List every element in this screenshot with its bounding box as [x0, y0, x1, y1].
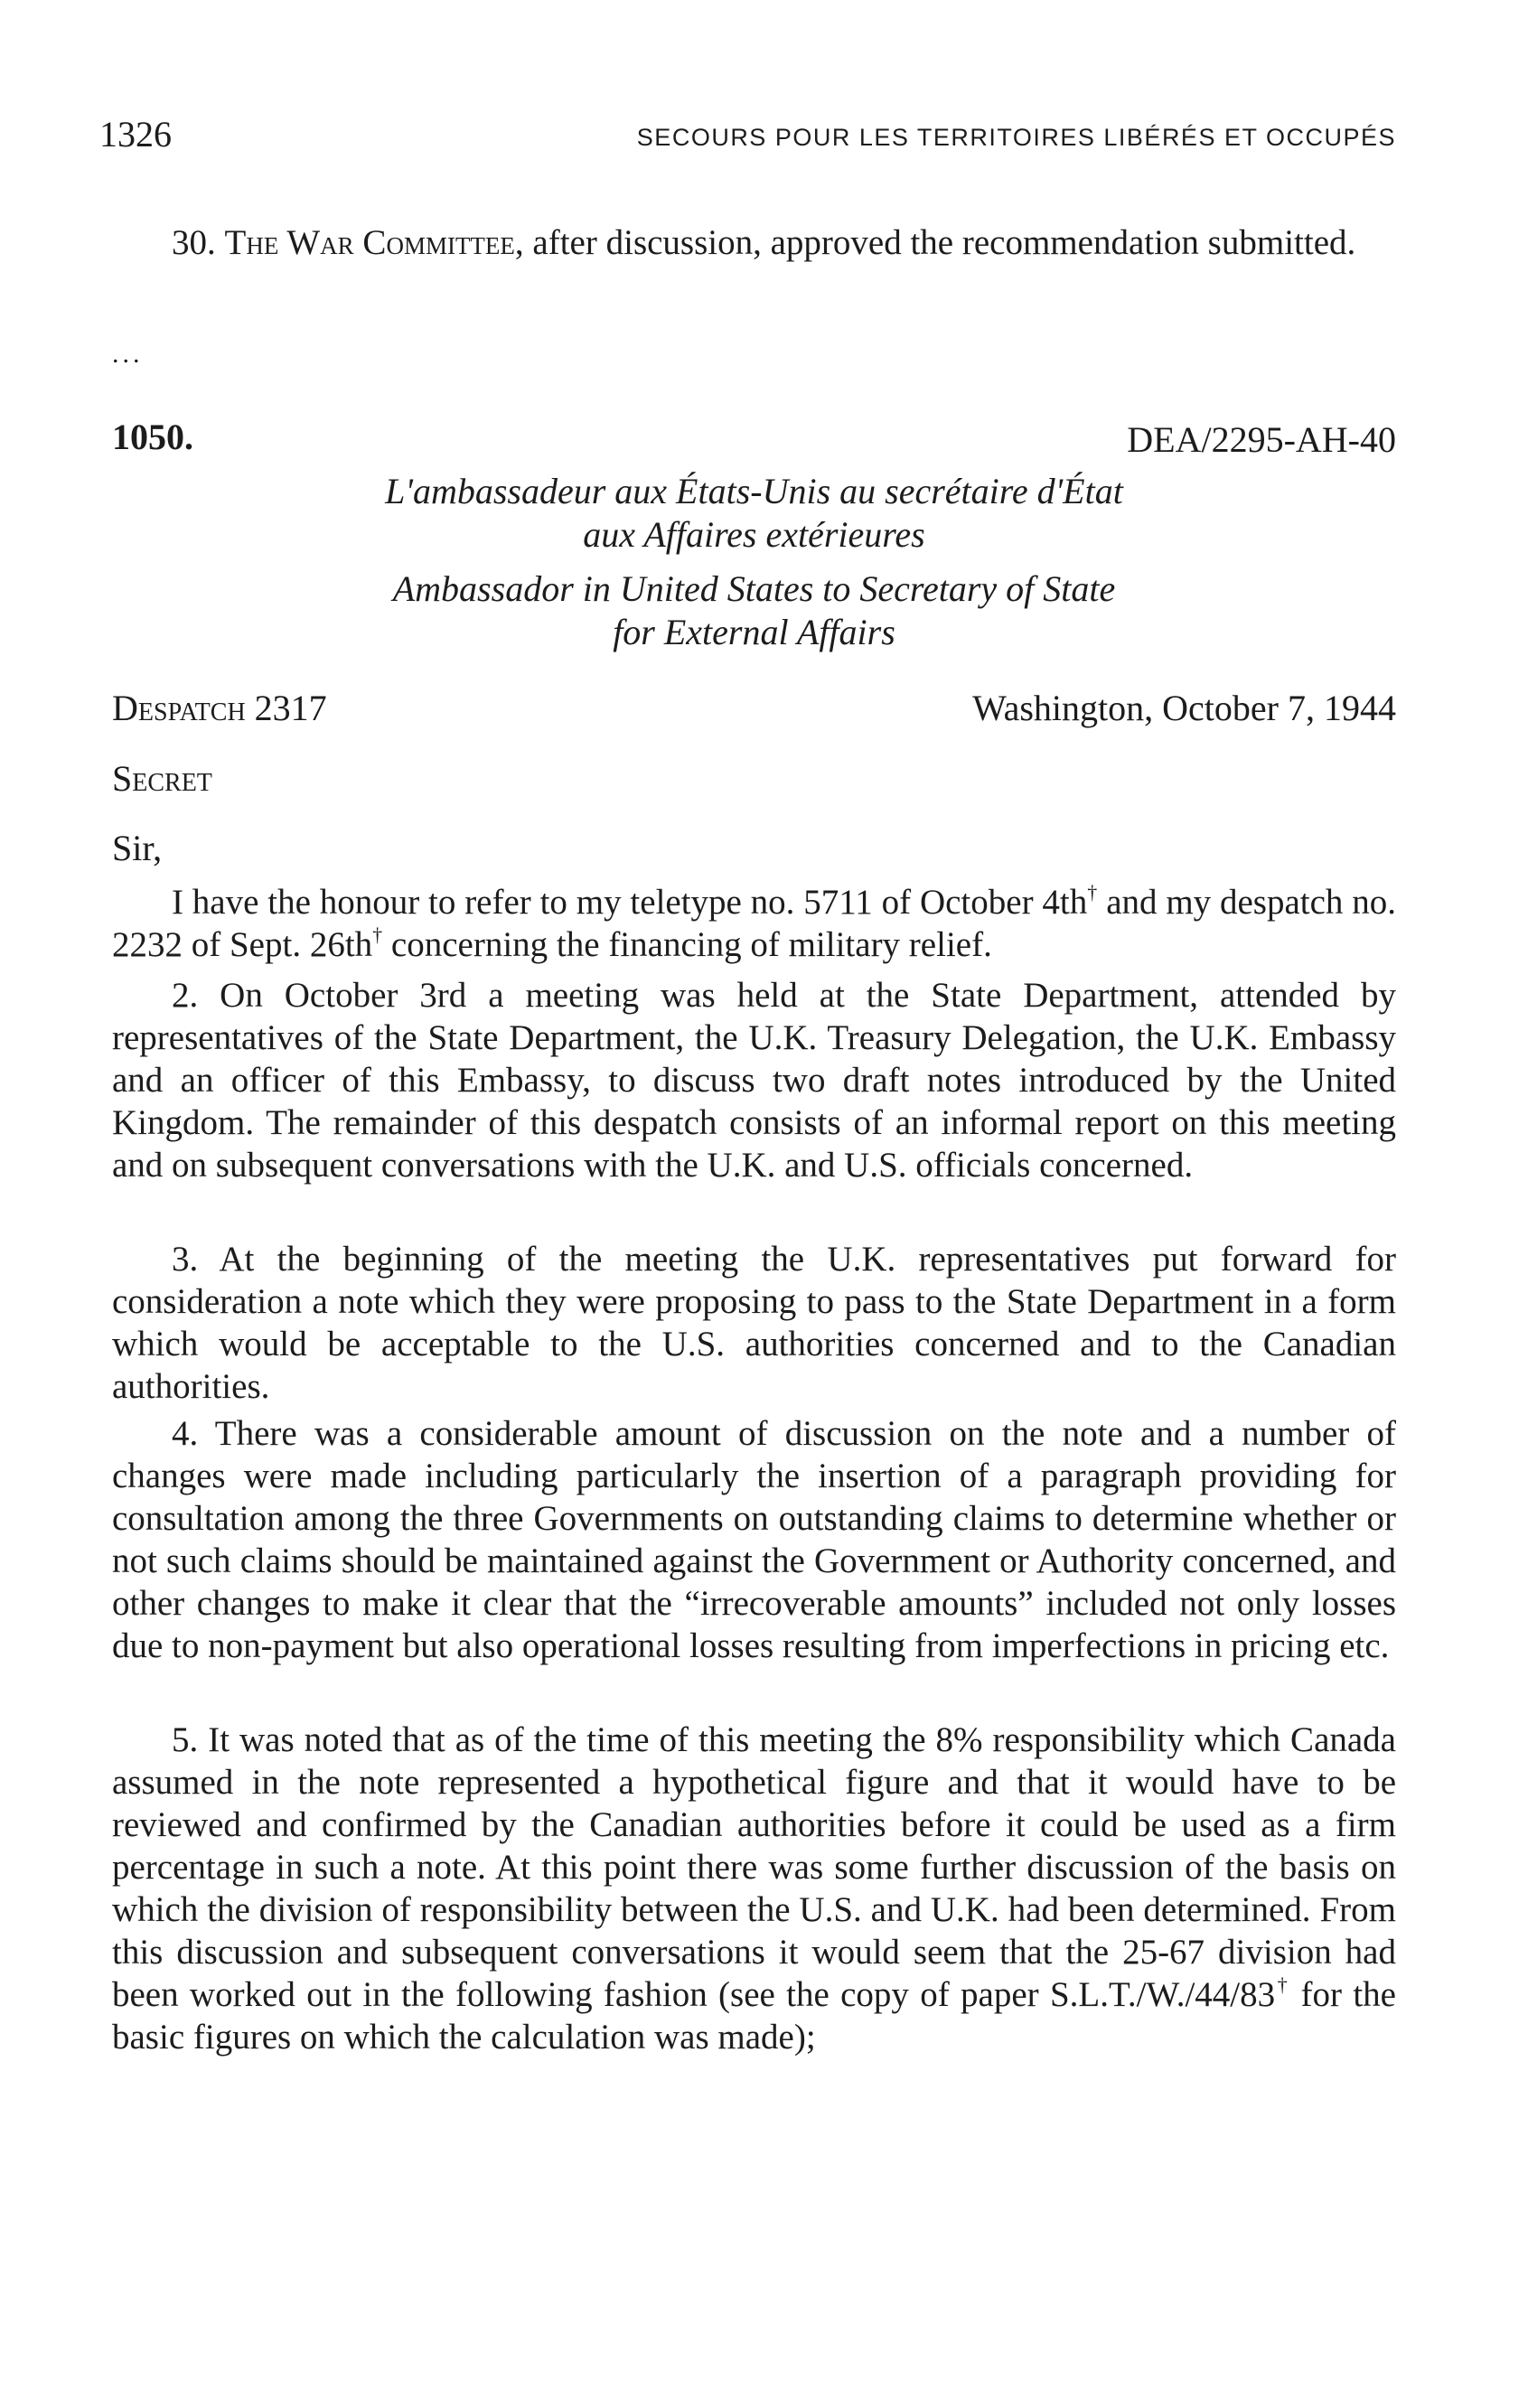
paragraph-1-text-a: I have the honour to refer to my teletype no. 5711 of October 4th: [172, 883, 1088, 922]
title-french: [112, 470, 1396, 557]
paragraph-4: 4. There was a considerable amount of discussion on the note and a number of changes were made including particularly the insertion of a paragraph providing for consultation among the three Governments on outstanding claims to determine whether or not such claims should be maintained against the Government or Authority concerned, and other changes to make it clear that the “irrecoverable amounts” included not only losses due to non-payment but also operational losses resulting from imperfections in pricing etc.: [112, 1414, 1396, 1665]
document-number: 1050.: [112, 417, 193, 457]
dagger-mark: †: [1087, 881, 1098, 904]
paragraph-2: 2. On October 3rd a meeting was held at the State Department, attended by representatives of the State Department, the U.K. Treasury Delegation, the U.K. Embassy and an officer of this Embassy, to discuss two draft notes introduced by the United Kingdom. The remainder of this despatch consists of an informal report on this meeting and on subsequent conversations with the U.K. and U.S. officials concerned.: [112, 976, 1396, 1185]
committee-name: The War Committee: [224, 223, 515, 262]
dateline: Washington, October 7, 1944: [972, 688, 1396, 728]
dagger-mark: †: [1275, 1973, 1290, 1996]
classification: Secret: [112, 758, 212, 799]
salutation: Sir,: [112, 828, 163, 868]
paragraph-1-text-c: concerning the financing of military relief.: [382, 925, 992, 964]
paragraph-5-text-a: 5. It was noted that as of the time of this meeting the 8% responsibility which Canada assumed in the note represented a hypothetical figure and that it would have to be reviewed and confirmed by the Canadian authorities before it could be used as a firm percentage in such a note. At this point there was some further discussion of the basis on which the division of responsibility between the U.S. and U.K. had been determined. From this discussion and subsequent conversations it would seem that the 25-67 division had been worked out in the following fashion (see the copy of paper S.L.T./W./44/83: [112, 1720, 1396, 2014]
title-french-line-2: aux Affaires extérieures: [583, 514, 925, 555]
dagger-mark: †: [372, 923, 383, 946]
title-english-line-2: for External Affairs: [613, 612, 895, 652]
paragraph-5-text-b: for the basic figures on which the calculation was made);: [112, 1975, 1396, 2057]
paragraph-30: [112, 221, 1396, 264]
omission-ellipsis: ...: [112, 339, 144, 369]
paragraph-text: , after discussion, approved the recommendation submitted.: [514, 223, 1356, 262]
paragraph-1-text-b: and my despatch no. 2232 of Sept. 26th: [112, 883, 1397, 964]
paragraph-number: 30.: [172, 223, 216, 262]
title-english-line-1: Ambassador in United States to Secretary of State: [392, 568, 1116, 609]
page-number: 1326: [99, 114, 172, 155]
paragraph-5: [112, 1719, 1396, 2058]
despatch-number: Despatch 2317: [112, 688, 327, 728]
title-english: [112, 567, 1396, 654]
archive-reference: DEA/2295-AH-40: [1127, 419, 1396, 460]
paragraph-1: [112, 881, 1396, 966]
title-french-line-1: L'ambassadeur aux États-Unis au secrétaire d'État: [385, 471, 1123, 511]
paragraph-3: 3. At the beginning of the meeting the U.K. representatives put forward for consideration a note which they were proposing to pass to the State Department in a form which would be acceptable to the U.S. authorities concerned and to the Canadian authorities.: [112, 1240, 1396, 1406]
running-title: SECOURS POUR LES TERRITOIRES LIBÉRÉS ET OCCUPÉS: [636, 124, 1396, 151]
